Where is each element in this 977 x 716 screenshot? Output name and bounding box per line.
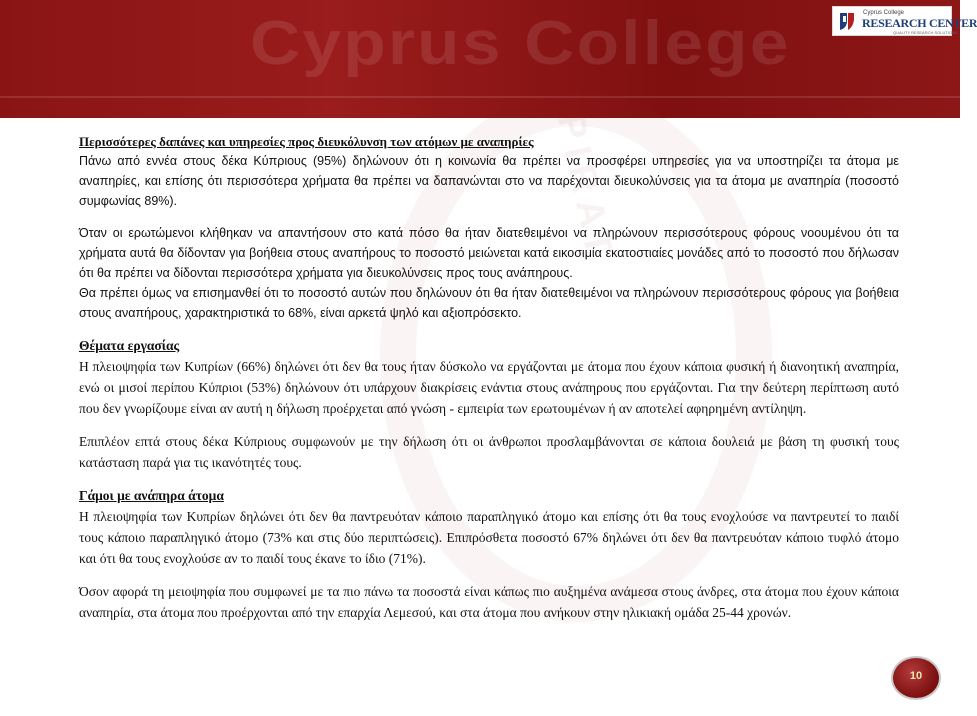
section-heading-work: Θέματα εργασίας	[79, 338, 180, 353]
paragraph-marriage-2: Όσον αφορά τη μειοψηφία που συμφωνεί με τα πιο πάνω τα ποσοστά είναι κάπως πιο αυξημένα ανάμεσα στους άνδρες, στα άτομα που έχουν κάποια αναπηρία, στα άτομα που προέρχονται από την επαρχία Λεμεσού, και στα άτομα που ανήκουν στην ηλικιακή ομάδα 25-44 χρονών.	[79, 584, 899, 620]
logo-subtitle: Cyprus College	[863, 10, 905, 16]
page-number-badge	[893, 658, 939, 698]
logo-tagline: QUALITY RESEARCH SOLUTIONS	[893, 30, 958, 35]
paragraph-work-2: Επιπλέον επτά στους δέκα Κύπριους συμφωνούν με την δήλωση ότι οι άνθρωποι προσλαμβάνονται σε κάποια δουλειά με βάση τη φυσική τους κατάσταση παρά για τις ικανότητές τους.	[79, 434, 899, 470]
watermark-word: PIRAT	[548, 110, 622, 267]
banner-watermark-text: Cyprus College	[250, 9, 791, 78]
document-body	[79, 132, 899, 623]
logo-title: RESEARCH CENTER	[862, 16, 977, 30]
section-heading-marriage: Γάμοι με ανάπηρα άτομα	[79, 488, 224, 503]
paragraph-work-1: Η πλειοψηφία των Κυπρίων (66%) δηλώνει ότι δεν θα τους ήταν δύσκολο να εργάζονται με άτομα που έχουν κάποια φυσική ή διανοητική αναπηρία, ενώ οι μισοί περίπου Κύπριοι (53%) δηλώνουν ότι υπάρχουν διακρίσεις ενάντια στους ανάπηρους που εργάζονται. Για την δεύτερη περίπτωση αυτό που δεν γνωρίζουμε είναι αν αυτή η δήλωση προέρχεται από γνώση - εμπειρία των ερωτουμένων ή αν αποτελεί αφηρημένη αντίληψη.	[79, 359, 899, 416]
paragraph-marriage-1: Η πλειοψηφία των Κυπρίων δηλώνει ότι δεν θα παντρευόταν κάποιο παραπληγικό άτομο και επίσης ότι θα τους ενοχλούσε να παντρευτεί το παιδί τους κάποιο παραπληγικό άτομο (73% και στις δύο περιπτώσεις). Επιπρόσθετα ποσοστό 67% δηλώνει ότι δεν θα παντρευόταν κάποιο τυφλό άτομο και ότι θα τους ενοχλούσε αν το παιδί τους έκανε το ίδιο (71%).	[79, 509, 899, 566]
paragraph-spending-2: Όταν οι ερωτώμενοι κλήθηκαν να απαντήσουν στο κατά πόσο θα ήταν διατεθειμένοι να πληρώνουν περισσότερους φόρους νοουμένου ότι τα χρήματα αυτά θα δίδονταν για βοήθεια στους αναπήρους το ποσοστό μειώνεται κατά εικοσιμία εκατοστιαίες μονάδες από το ποσοστό που δήλωσαν ότι θα πρέπει να δίδονται περισσότερα χρήματα για διευκολύνσεις προς τους ανάπηρους.	[79, 226, 899, 280]
logo-mark-icon	[837, 10, 857, 32]
paragraph-spending-3: Θα πρέπει όμως να επισημανθεί ότι το ποσοστό αυτών που δηλώνουν ότι θα ήταν διατεθειμένοι να πληρώνουν περισσότερους φόρους για βοήθεια στους αναπήρους, χαρακτηριστικά το 68%, είναι αρκετά ψηλό και αξιοπρόσεκτο.	[79, 286, 899, 320]
research-center-logo	[832, 6, 977, 36]
banner-divider	[0, 96, 960, 98]
section-heading-spending: Περισσότερες δαπάνες και υπηρεσίες προς διευκόλυνση των ατόμων με αναπηρίες	[79, 134, 534, 149]
paragraph-spending-1: Πάνω από εννέα στους δέκα Κύπριους (95%) δηλώνουν ότι η κοινωνία θα πρέπει να προσφέρει υπηρεσίες για να υποστηρίζει τα άτομα με αναπηρίες, και επίσης ότι περισσότερα χρήματα θα πρέπει να δαπανώνται στο να παρέχονται διευκολύνσεις για τα άτομα με αναπηρία (ποσοστό συμφωνίας 89%).	[79, 154, 899, 208]
header-banner	[0, 0, 960, 118]
page-number: 10	[909, 670, 923, 682]
